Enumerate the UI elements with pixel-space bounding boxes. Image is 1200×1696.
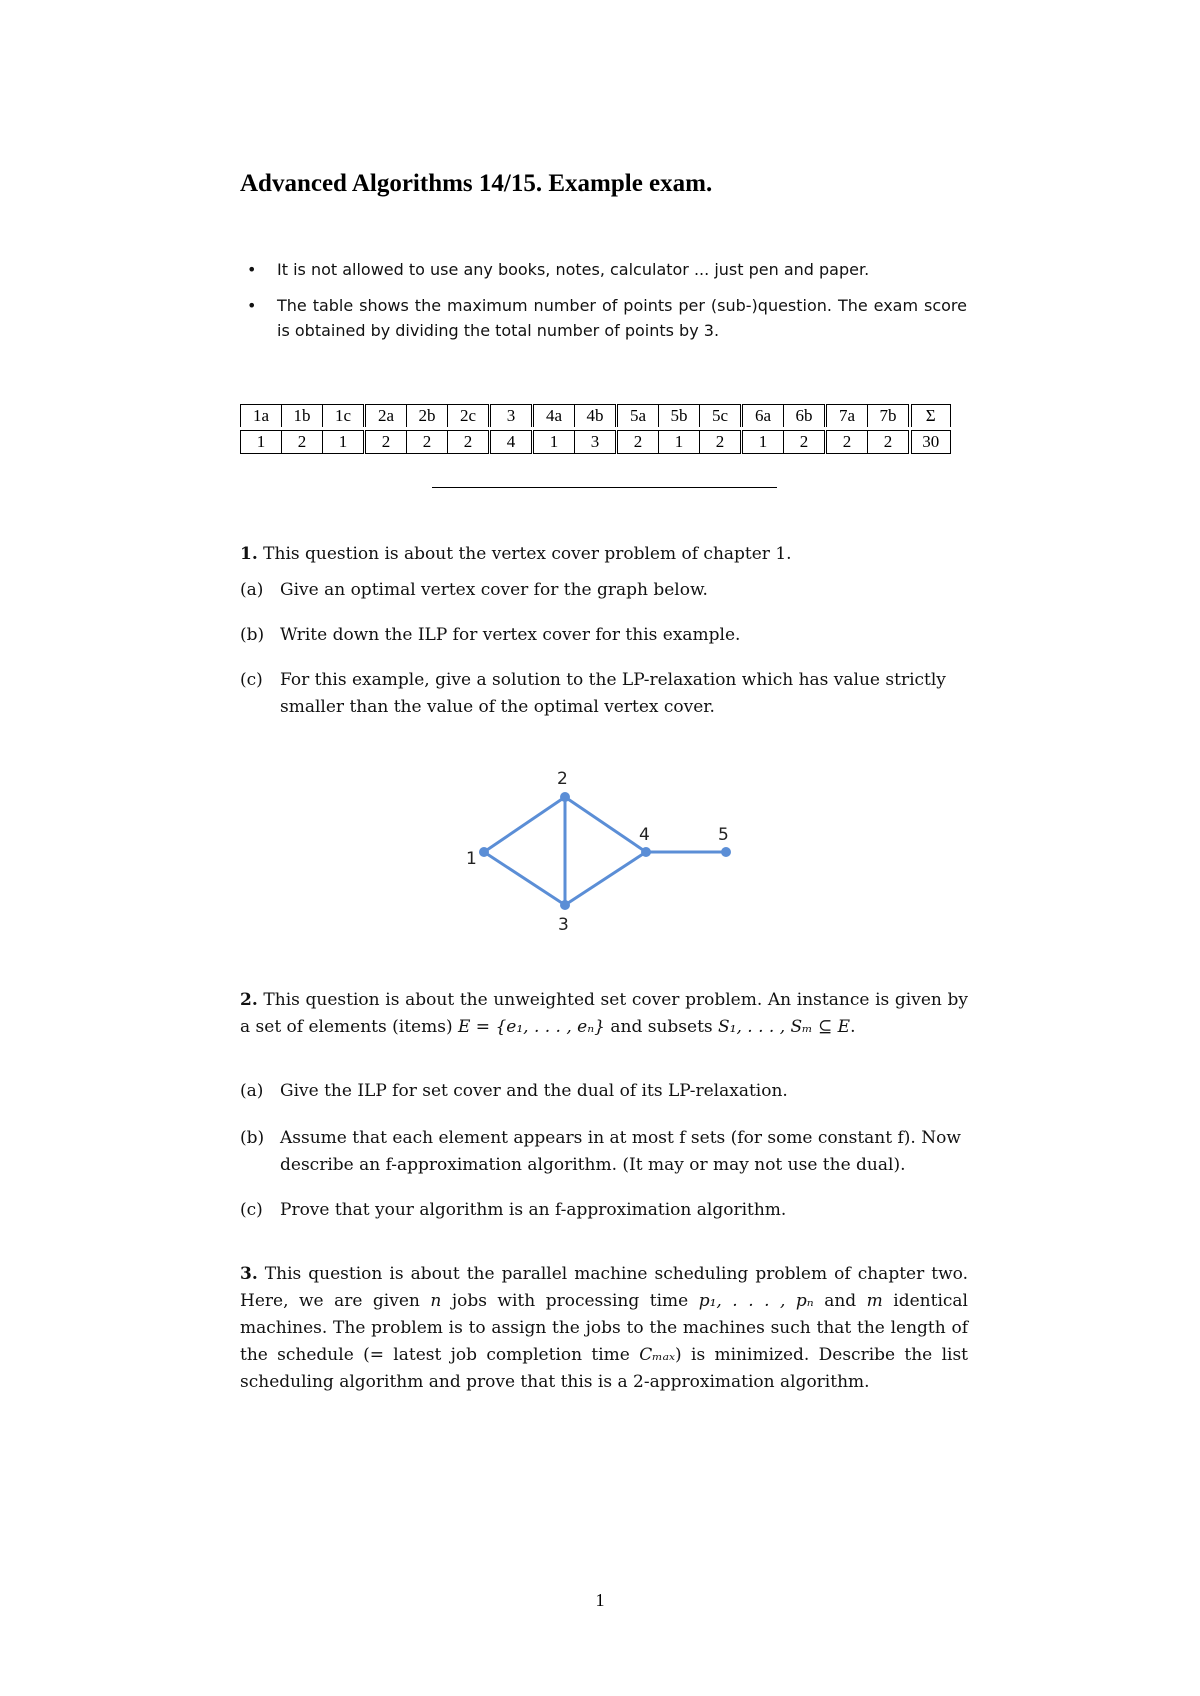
points-table-points-cell: 2 [868,431,911,454]
graph-node-label-5: 5 [718,825,729,845]
graph-node-label-1: 1 [466,849,477,869]
points-table-points-cell: 1 [533,431,575,454]
graph-edge-2-4 [565,797,646,852]
q2-part-b-label: (b) [240,1128,265,1148]
points-table-points-cell: 3 [575,431,617,454]
q1-part-b-text: Write down the ILP for vertex cover for this example. [280,625,741,645]
points-table-question-cell: 4a [533,405,575,428]
q1-intro [240,541,968,568]
points-table-points-cell: 4 [490,431,533,454]
divider-line [432,487,777,488]
graph-node-label-4: 4 [639,825,650,845]
q3-text-3: and [813,1291,867,1311]
bullet-icon: • [247,260,257,279]
points-table-points-cell: 1 [323,431,365,454]
graph-edge-3-4 [565,852,646,905]
graph-node-4 [641,847,651,857]
points-table [240,404,951,454]
points-table-points-cell: 1 [241,431,282,454]
points-table-points-cell: 2 [700,431,742,454]
instruction-2 [247,293,967,343]
instruction-1 [247,257,967,282]
points-table-question-cell: 5c [700,405,742,428]
q2-part-c-label: (c) [240,1200,263,1220]
q2-part-c-text: Prove that your algorithm is an f-approximation algorithm. [280,1200,787,1220]
page-number: 1 [595,1590,605,1610]
points-table-question-cell: 6b [784,405,826,428]
q1-part-c-text: For this example, give a solution to the LP-relaxation which has value strictly smaller than the value of the optimal vertex cover. [280,670,946,717]
q3-number: 3. [240,1264,258,1284]
points-table-points-cell: 1 [742,431,784,454]
q2-intro-text: This question is about the unweighted set cover problem. An instance is given by a set of elements (items) [240,990,968,1037]
points-table-question-cell: 5b [659,405,700,428]
points-table-total: 30 [910,431,950,454]
graph-edge-1-2 [484,797,565,852]
q2-part-a-text: Give the ILP for set cover and the dual of its LP-relaxation. [280,1081,788,1101]
q3-text-2: jobs with processing time [441,1291,699,1311]
points-table-question-cell: 6a [742,405,784,428]
points-table-sum-symbol: Σ [910,405,950,428]
instruction-1-text: It is not allowed to use any books, notes, calculator ... just pen and paper. [277,260,870,279]
bullet-icon: • [247,296,257,315]
graph-edge-1-3 [484,852,565,905]
points-table-points-cell: 2 [617,431,659,454]
points-table-points-row [241,431,951,454]
q1-number: 1. [240,544,258,564]
points-table-question-cell: 1c [323,405,365,428]
points-table-question-cell: 4b [575,405,617,428]
points-table-question-cell: 3 [490,405,533,428]
q2-part-a-label: (a) [240,1081,264,1101]
points-table-question-cell: 2a [365,405,407,428]
q3-text [240,1261,968,1396]
q2-number: 2. [240,990,258,1010]
q3-m: m [866,1291,883,1311]
q1-part-b-label: (b) [240,625,265,645]
q2-part-b-text: Assume that each element appears in at most f sets (for some constant f). Now describe an f-approximation algorithm. (It may or may not use the dual). [280,1128,961,1175]
points-table-question-cell: 1a [241,405,282,428]
q2-intro-text-2: and subsets [604,1017,719,1037]
q1-part-a-text: Give an optimal vertex cover for the graph below. [280,580,708,600]
q3-n: n [430,1291,442,1311]
points-table-points-cell: 1 [659,431,700,454]
q3-text-4: identical machines. The problem is to assign the jobs to the machines such that the length of the schedule (= latest job completion time [240,1291,968,1365]
graph-node-label-3: 3 [558,915,569,935]
graph-node-1 [479,847,489,857]
graph-node-3 [560,900,570,910]
q2-intro-text-3: . [850,1017,856,1037]
points-table-points-cell: 2 [365,431,407,454]
q1-part-a-label: (a) [240,580,264,600]
points-table-points-cell: 2 [784,431,826,454]
points-table-points-cell: 2 [826,431,868,454]
points-table-question-cell: 2b [407,405,448,428]
vertex-cover-graph [440,760,760,940]
q2-subsets-expr: S₁, . . . , Sₘ ⊆ E [718,1017,851,1037]
points-table-question-cell: 1b [282,405,323,428]
q1-part-c-label: (c) [240,670,263,690]
instruction-2-text: The table shows the maximum number of points per (sub-)question. The exam score is obtained by dividing the total number of points by 3. [277,296,967,340]
points-table-points-cell: 2 [407,431,448,454]
q3-cmax: Cₘₐₓ [639,1345,676,1365]
points-table-points-cell: 2 [282,431,323,454]
q3-text-1: This question is about the parallel machine scheduling problem of chapter two. Here, we are given [240,1264,968,1311]
graph-node-2 [560,792,570,802]
q2-set-expr: E = {e₁, . . . , eₙ} [457,1017,605,1037]
points-table-question-cell: 7a [826,405,868,428]
points-table-question-cell: 7b [868,405,911,428]
points-table-points-cell: 2 [448,431,490,454]
exam-title: Advanced Algorithms 14/15. Example exam. [240,170,713,197]
q3-p-expr: p₁, . . . , pₙ [698,1291,814,1311]
graph-node-label-2: 2 [557,769,568,789]
points-table-question-cell: 5a [617,405,659,428]
graph-node-5 [721,847,731,857]
points-table-header-row [241,405,951,428]
q2-intro [240,987,968,1041]
points-table-question-cell: 2c [448,405,490,428]
q3-text-5: ) is minimized. Describe the list scheduling algorithm and prove that this is a 2-approximation algorithm. [240,1345,969,1392]
q1-text: This question is about the vertex cover problem of chapter 1. [257,544,792,564]
